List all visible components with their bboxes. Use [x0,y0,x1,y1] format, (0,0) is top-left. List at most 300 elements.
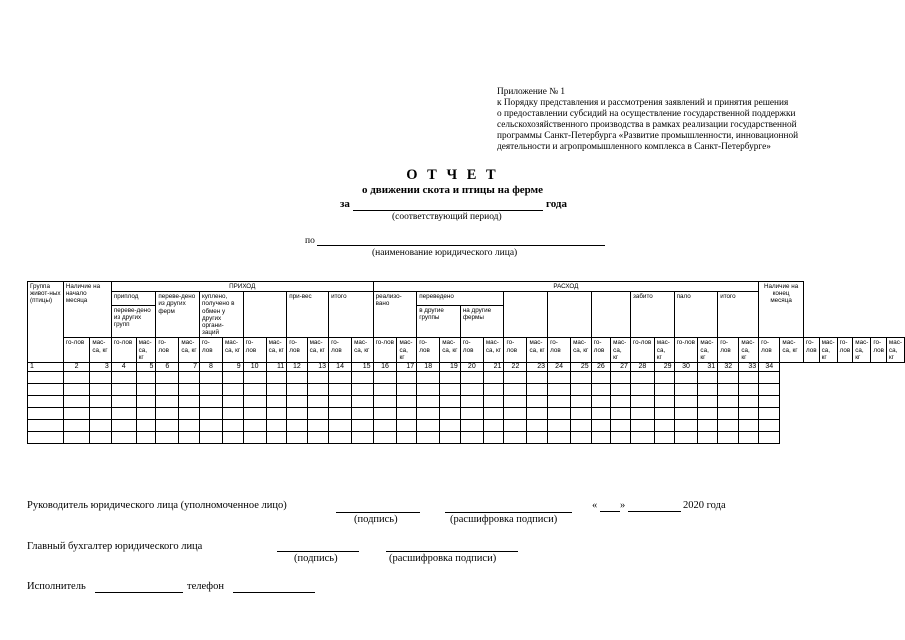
date-quote-open: « [592,500,598,511]
table-cell[interactable] [352,420,374,432]
table-cell[interactable] [63,372,90,384]
table-cell[interactable] [548,384,571,396]
unit-mass: мас-са, кг [819,338,837,363]
column-number: 14 [329,363,352,372]
table-cell[interactable] [759,420,780,432]
table-cell[interactable] [136,384,156,396]
table-cell[interactable] [571,384,592,396]
table-cell[interactable] [136,420,156,432]
unit-heads: го-лов [591,338,610,363]
unit-mass: мас-са, кг [136,338,156,363]
units-row [28,338,905,363]
table-cell[interactable] [674,396,698,408]
table-cell[interactable] [136,372,156,384]
table-cell[interactable] [718,396,739,408]
table-cell[interactable] [352,384,374,396]
table-cell[interactable] [397,420,417,432]
table-cell[interactable] [483,420,504,432]
table-cell[interactable] [718,384,739,396]
accountant-label: Главный бухгалтер юридического лица [27,541,203,552]
table-cell[interactable] [630,384,654,396]
phone-label: телефон [187,581,224,592]
table-cell[interactable] [654,396,674,408]
blank-header [243,292,287,338]
table-cell[interactable] [329,396,352,408]
table-cell[interactable] [440,420,461,432]
table-cell[interactable] [460,432,483,444]
table-cell[interactable] [179,432,200,444]
column-number: 28 [630,363,654,372]
executor-line[interactable] [95,592,183,593]
table-cell[interactable] [759,408,780,420]
unit-mass: мас-са, кг [853,338,871,363]
table-cell[interactable] [440,432,461,444]
table-cell[interactable] [63,420,90,432]
table-cell[interactable] [222,408,243,420]
table-cell[interactable] [266,408,287,420]
table-cell[interactable] [63,384,90,396]
table-cell[interactable] [329,408,352,420]
table-cell[interactable] [739,432,759,444]
table-cell[interactable] [674,384,698,396]
table-cell[interactable] [179,384,200,396]
column-number: 19 [440,363,461,372]
table-cell[interactable] [307,372,329,384]
table-cell[interactable] [199,372,222,384]
perev-iz-ferm-header: переве-дено из других ферм [156,292,200,338]
table-cell[interactable] [329,372,352,384]
table-cell[interactable] [698,372,718,384]
table-cell[interactable] [307,408,329,420]
date-quote-close: » [620,500,626,511]
table-cell[interactable] [571,420,592,432]
column-number: 33 [739,363,759,372]
appendix-note [497,87,877,153]
column-number: 23 [527,363,548,372]
table-cell[interactable] [571,408,592,420]
table-cell[interactable] [417,396,440,408]
executor-label: Исполнитель [27,581,86,592]
table-cell[interactable] [417,432,440,444]
table-cell[interactable] [571,432,592,444]
end-header: Наличие на конец месяца [759,282,804,338]
table-cell[interactable] [417,384,440,396]
unit-mass: мас-са, кг [886,338,904,363]
table-cell[interactable] [591,384,610,396]
income-header: ПРИХОД [111,282,373,292]
table-cell[interactable] [674,432,698,444]
table-cell[interactable] [654,372,674,384]
table-cell[interactable] [28,420,64,432]
accountant-signature-line[interactable] [277,551,359,552]
table-cell[interactable] [352,408,374,420]
accountant-signature-caption: (подпись) [294,553,338,564]
table-cell[interactable] [440,384,461,396]
table-cell[interactable] [179,372,200,384]
table-cell[interactable] [759,432,780,444]
table-cell[interactable] [222,420,243,432]
entity-caption: (наименование юридического лица) [372,248,518,258]
table-cell[interactable] [759,372,780,384]
table-cell[interactable] [591,396,610,408]
table-cell[interactable] [591,432,610,444]
table-cell[interactable] [739,372,759,384]
table-cell[interactable] [483,408,504,420]
table-cell[interactable] [287,384,307,396]
table-cell[interactable] [548,372,571,384]
table-cell[interactable] [156,408,179,420]
table-cell[interactable] [504,432,527,444]
table-cell[interactable] [222,372,243,384]
table-cell[interactable] [759,384,780,396]
accountant-decode-caption: (расшифровка подписи) [389,553,497,564]
table-cell[interactable] [698,420,718,432]
table-cell[interactable] [397,432,417,444]
table-cell[interactable] [630,432,654,444]
unit-mass: мас-са, кг [307,338,329,363]
table-cell[interactable] [373,384,397,396]
unit-heads: го-лов [156,338,179,363]
table-cell[interactable] [739,384,759,396]
table-cell[interactable] [111,420,136,432]
table-cell[interactable] [266,372,287,384]
column-number: 11 [266,363,287,372]
table-cell[interactable] [28,396,64,408]
appendix-line: о предоставлении субсидий на осуществление государственной поддержки [497,109,796,119]
table-cell[interactable] [630,396,654,408]
entity-prefix: по [305,236,315,246]
table-cell[interactable] [527,432,548,444]
unit-heads: го-лов [718,338,739,363]
table-cell[interactable] [527,372,548,384]
table-cell[interactable] [287,420,307,432]
table-cell[interactable] [397,372,417,384]
column-number: 13 [307,363,329,372]
unit-heads: го-лов [243,338,266,363]
table-cell[interactable] [440,396,461,408]
column-number: 6 [156,363,179,372]
table-cell[interactable] [630,408,654,420]
column-number: 2 [63,363,90,372]
table-cell[interactable] [460,396,483,408]
table-cell[interactable] [243,408,266,420]
head-decode-line[interactable] [445,512,572,513]
table-cell[interactable] [483,432,504,444]
table-cell[interactable] [90,372,112,384]
table-cell[interactable] [28,384,64,396]
table-cell[interactable] [373,396,397,408]
entity-line[interactable] [317,245,605,246]
table-cell[interactable] [718,408,739,420]
table-cell[interactable] [460,420,483,432]
table-cell[interactable] [674,420,698,432]
head-decode-caption: (расшифровка подписи) [450,514,558,525]
table-cell[interactable] [674,372,698,384]
blank-header [504,292,548,338]
table-cell[interactable] [548,420,571,432]
table-cell[interactable] [156,372,179,384]
table-cell[interactable] [307,384,329,396]
table-cell[interactable] [243,384,266,396]
table-cell[interactable] [591,372,610,384]
table-cell[interactable] [156,420,179,432]
table-cell[interactable] [199,408,222,420]
table-cell[interactable] [222,432,243,444]
table-cell[interactable] [527,420,548,432]
table-cell[interactable] [222,384,243,396]
column-number: 17 [397,363,417,372]
table-cell[interactable] [440,372,461,384]
table-cell[interactable] [243,396,266,408]
column-number: 10 [243,363,266,372]
column-number: 31 [698,363,718,372]
period-caption: (соответствующий период) [392,212,502,222]
column-number: 30 [674,363,698,372]
table-cell[interactable] [483,384,504,396]
start-header: Наличие на начало месяца [63,282,111,338]
table-cell[interactable] [591,408,610,420]
column-number: 12 [287,363,307,372]
table-cell[interactable] [307,396,329,408]
unit-heads: го-лов [837,338,853,363]
unit-mass: мас-са, кг [611,338,631,363]
unit-heads: го-лов [417,338,440,363]
table-cell[interactable] [136,396,156,408]
table-cell[interactable] [630,420,654,432]
column-number: 32 [718,363,739,372]
table-cell[interactable] [243,420,266,432]
table-cell[interactable] [179,408,200,420]
table-cell[interactable] [373,420,397,432]
table-cell[interactable] [548,408,571,420]
table-cell[interactable] [739,420,759,432]
table-cell[interactable] [460,372,483,384]
table-cell[interactable] [417,420,440,432]
prives-header: при-вес [287,292,329,338]
table-cell[interactable] [63,396,90,408]
expense-total-header: итого [718,292,759,338]
unit-mass: мас-са, кг [266,338,287,363]
table-cell[interactable] [591,420,610,432]
table-cell[interactable] [90,432,112,444]
head-label: Руководитель юридического лица (уполномоченное лицо) [27,500,287,511]
table-cell[interactable] [329,432,352,444]
table-cell[interactable] [199,396,222,408]
table-cell[interactable] [63,408,90,420]
table-cell[interactable] [111,372,136,384]
table-cell[interactable] [28,432,64,444]
perev-iz-grupp-header: переве-дено из других групп [111,305,156,338]
period-suffix: года [546,198,567,210]
blank-header [591,292,630,338]
table-cell[interactable] [674,408,698,420]
table-cell[interactable] [440,408,461,420]
table-cell[interactable] [654,420,674,432]
table-cell[interactable] [611,408,631,420]
table-cell[interactable] [527,408,548,420]
table-cell[interactable] [483,372,504,384]
table-cell[interactable] [460,408,483,420]
column-number: 22 [504,363,527,372]
table-cell[interactable] [111,432,136,444]
unit-heads: го-лов [803,338,819,363]
date-year: 2020 года [683,500,726,511]
unit-heads: го-лов [63,338,90,363]
unit-mass: мас-са, кг [698,338,718,363]
table-cell[interactable] [611,384,631,396]
table-cell[interactable] [373,408,397,420]
table-cell[interactable] [307,432,329,444]
table-cell[interactable] [222,396,243,408]
realiz-header: реализо-вано [373,292,417,338]
table-cell[interactable] [504,408,527,420]
table-cell[interactable] [611,396,631,408]
table-cell[interactable] [654,432,674,444]
table-cell[interactable] [718,420,739,432]
table-cell[interactable] [504,420,527,432]
table-cell[interactable] [28,408,64,420]
table-cell[interactable] [90,384,112,396]
table-cell[interactable] [111,384,136,396]
table-cell[interactable] [352,432,374,444]
v-drugie-gruppy-header: в другие группы [417,305,461,338]
table-cell[interactable] [111,396,136,408]
table-cell[interactable] [548,396,571,408]
table-cell[interactable] [90,420,112,432]
table-cell[interactable] [266,432,287,444]
table-cell[interactable] [739,408,759,420]
table-cell[interactable] [329,384,352,396]
period-prefix: за [340,198,350,210]
table-cell[interactable] [397,384,417,396]
unit-mass: мас-са, кг [222,338,243,363]
table-cell[interactable] [352,372,374,384]
column-number: 27 [611,363,631,372]
table-cell[interactable] [718,372,739,384]
table-cell[interactable] [266,384,287,396]
accountant-decode-line[interactable] [386,551,518,552]
unit-mass: мас-са, кг [90,338,112,363]
table-cell[interactable] [156,432,179,444]
table-cell[interactable] [179,396,200,408]
date-day-line[interactable] [600,511,620,512]
date-month-line[interactable] [628,511,681,512]
table-cell[interactable] [571,396,592,408]
table-cell[interactable] [266,396,287,408]
table-cell[interactable] [504,396,527,408]
table-cell[interactable] [654,384,674,396]
phone-line[interactable] [233,592,315,593]
table-cell[interactable] [759,396,780,408]
table-cell[interactable] [287,372,307,384]
unit-mass: мас-са, кг [179,338,200,363]
table-cell[interactable] [136,408,156,420]
table-cell[interactable] [611,420,631,432]
column-number: 34 [759,363,780,372]
table-cell[interactable] [397,408,417,420]
table-cell[interactable] [630,372,654,384]
table-cell[interactable] [243,432,266,444]
period-line[interactable] [353,210,543,211]
table-cell[interactable] [611,432,631,444]
table-cell[interactable] [199,432,222,444]
table-cell[interactable] [156,396,179,408]
table-cell[interactable] [287,408,307,420]
perevedeno-header: переведено [417,292,504,306]
table-cell[interactable] [417,408,440,420]
priplod-header: приплод [111,292,156,306]
unit-heads: го-лов [871,338,887,363]
appendix-line: деятельности и агропромышленного комплекса в Санкт-Петербурге» [497,142,771,152]
table-cell[interactable] [199,420,222,432]
table-row [28,432,905,444]
table-cell[interactable] [179,420,200,432]
table-cell[interactable] [397,396,417,408]
table-cell[interactable] [527,384,548,396]
table-row [28,372,905,384]
table-cell[interactable] [718,432,739,444]
unit-heads: го-лов [630,338,654,363]
table-cell[interactable] [352,396,374,408]
table-cell[interactable] [199,384,222,396]
table-cell[interactable] [504,372,527,384]
table-cell[interactable] [417,372,440,384]
table-cell[interactable] [136,432,156,444]
table-cell[interactable] [373,432,397,444]
table-cell[interactable] [287,396,307,408]
table-cell[interactable] [698,384,718,396]
column-numbers-row [28,363,905,372]
unit-heads: го-лов [199,338,222,363]
column-number: 16 [373,363,397,372]
unit-mass: мас-са, кг [352,338,374,363]
table-cell[interactable] [571,372,592,384]
unit-mass: мас-са, кг [739,338,759,363]
table-cell[interactable] [739,396,759,408]
table-cell[interactable] [527,396,548,408]
table-cell[interactable] [698,432,718,444]
table-cell[interactable] [90,408,112,420]
table-cell[interactable] [243,372,266,384]
income-total-header: итого [329,292,374,338]
table-cell[interactable] [698,396,718,408]
table-cell[interactable] [373,372,397,384]
column-number: 4 [111,363,136,372]
table-cell[interactable] [698,408,718,420]
table-cell[interactable] [548,432,571,444]
table-cell[interactable] [28,372,64,384]
table-cell[interactable] [307,420,329,432]
table-cell[interactable] [63,432,90,444]
table-cell[interactable] [504,384,527,396]
palo-header: пало [674,292,718,338]
table-cell[interactable] [460,384,483,396]
table-cell[interactable] [111,408,136,420]
table-cell[interactable] [329,420,352,432]
column-number: 18 [417,363,440,372]
kupleno-header: куплено, получено в обмен у других органи-заций [199,292,243,338]
column-number: 21 [483,363,504,372]
table-cell[interactable] [156,384,179,396]
table-cell[interactable] [654,408,674,420]
table-cell[interactable] [611,372,631,384]
head-signature-line[interactable] [336,512,420,513]
table-cell[interactable] [90,396,112,408]
table-cell[interactable] [266,420,287,432]
table-cell[interactable] [287,432,307,444]
column-number: 7 [179,363,200,372]
table-cell[interactable] [483,396,504,408]
